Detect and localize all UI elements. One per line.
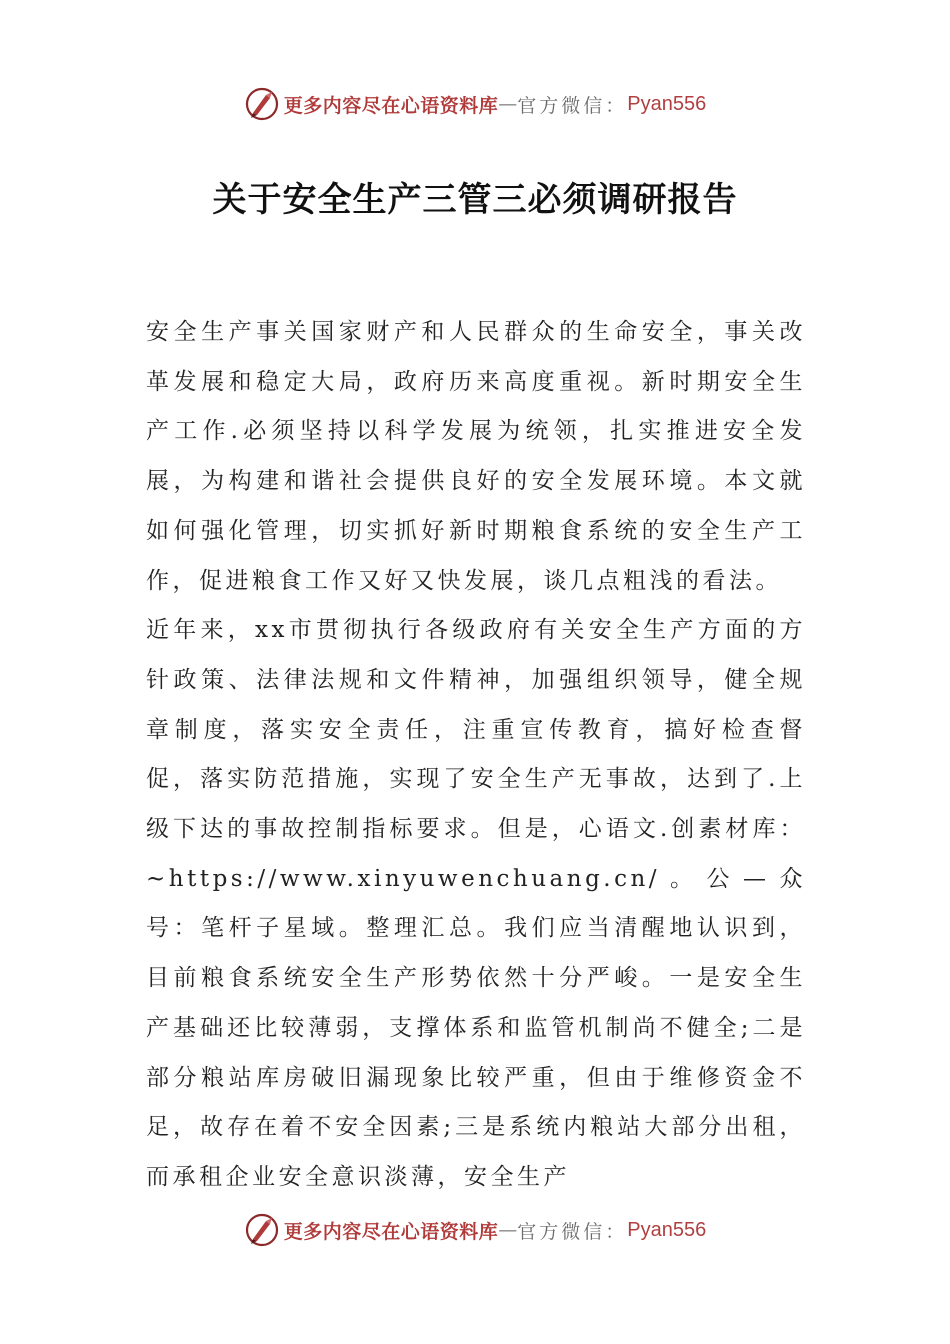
banner-wechat-id: Pyan556 <box>627 1218 707 1241</box>
banner-sub-text: 官方微信： <box>517 1220 628 1243</box>
banner-sub-text: 官方微信： <box>517 94 628 117</box>
banner-main-text: 更多内容尽在心语资料库 <box>283 1220 499 1243</box>
document-body <box>146 308 806 1203</box>
quill-pen-logo-icon <box>244 86 280 122</box>
header-banner <box>0 84 950 124</box>
document-title: 关于安全生产三管三必须调研报告 <box>212 180 738 220</box>
banner-separator: — <box>498 1219 518 1241</box>
paragraph-2: 近年来，xx市贯彻执行各级政府有关安全生产方面的方针政策、法律法规和文件精神，加强组织领导，健全规章制度，落实安全责任，注重宣传教育，搞好检查督促，落实防范措施，实现了安全生产无事故，达到了.上级下达的事故控制指标要求。但是，心语文.创素材库：~https://www.xinyuwenchuang.cn/。公—众号：笔杆子星域。整理汇总。我们应当清醒地认识到，目前粮食系统安全生产形势依然十分严峻。一是安全生产基础还比较薄弱，支撑体系和监管机制尚不健全;二是部分粮站库房破旧漏现象比较严重，但由于维修资金不足，故存在着不安全因素;三是系统内粮站大部分出租，而承租企业安全意识淡薄，安全生产 <box>146 617 806 1190</box>
footer-banner <box>0 1210 950 1250</box>
paragraph-1: 安全生产事关国家财产和人民群众的生命安全，事关改革发展和稳定大局，政府历来高度重视。新时期安全生产工作.必须坚持以科学发展为统领，扎实推进安全发展，为构建和谐社会提供良好的安全发展环境。本文就如何强化管理，切实抓好新时期粮食系统的安全生产工作，促进粮食工作又好又快发展，谈几点粗浅的看法。 <box>146 319 806 594</box>
quill-pen-logo-icon <box>244 1212 280 1248</box>
banner-main-text: 更多内容尽在心语资料库 <box>283 94 499 117</box>
banner-separator: — <box>498 93 518 115</box>
banner-wechat-id: Pyan556 <box>627 92 707 115</box>
